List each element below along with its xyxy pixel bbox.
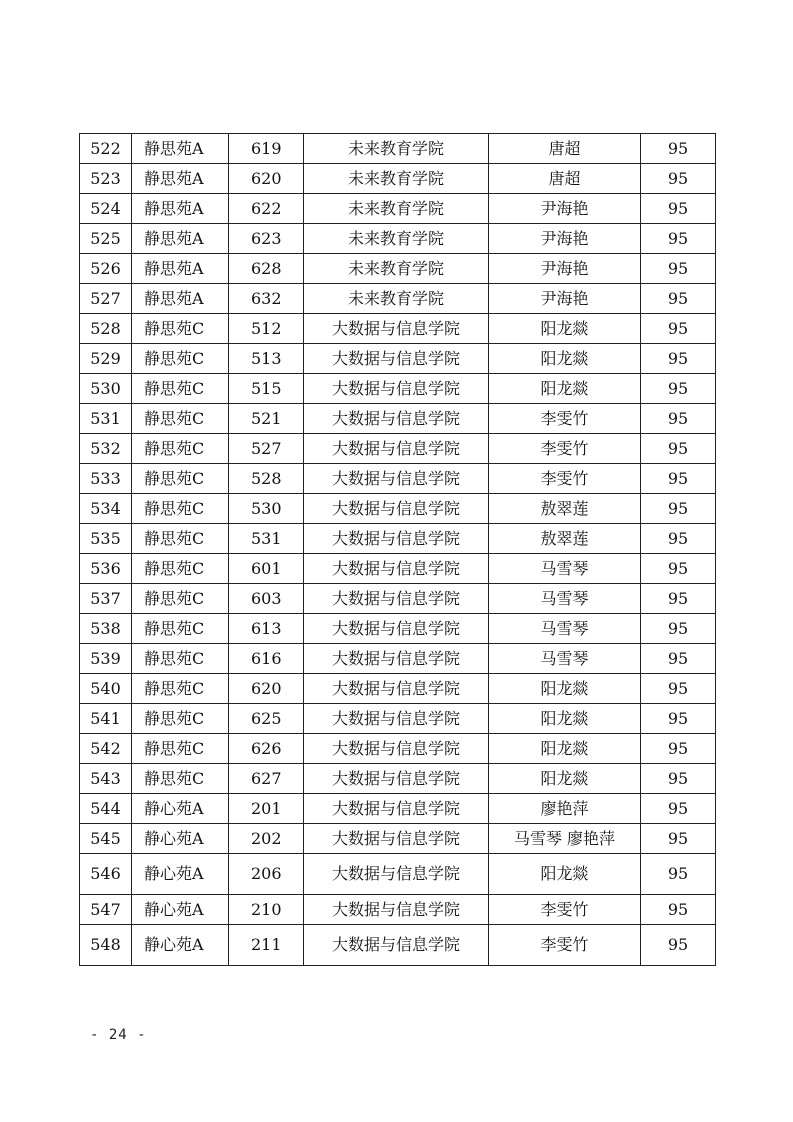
- row-number-cell: 530: [80, 374, 132, 404]
- college-cell: 大数据与信息学院: [304, 644, 489, 674]
- score-cell: 95: [641, 464, 716, 494]
- college-cell: 未来教育学院: [304, 194, 489, 224]
- score-cell: 95: [641, 644, 716, 674]
- table-row: [80, 284, 716, 314]
- room-number-cell: 619: [229, 134, 304, 164]
- row-number-cell: 548: [80, 925, 132, 966]
- teacher-cell: 马雪琴: [489, 614, 641, 644]
- building-cell: 静思苑A: [132, 194, 229, 224]
- table-row: [80, 764, 716, 794]
- building-cell: 静思苑C: [132, 314, 229, 344]
- building-cell: 静思苑C: [132, 674, 229, 704]
- building-cell: 静思苑C: [132, 734, 229, 764]
- score-cell: 95: [641, 224, 716, 254]
- row-number-cell: 538: [80, 614, 132, 644]
- page-number: - 24 -: [90, 1027, 147, 1043]
- teacher-cell: 尹海艳: [489, 224, 641, 254]
- teacher-cell: 马雪琴: [489, 584, 641, 614]
- score-cell: 95: [641, 254, 716, 284]
- teacher-cell: 阳龙燚: [489, 734, 641, 764]
- teacher-cell: 阳龙燚: [489, 704, 641, 734]
- college-cell: 大数据与信息学院: [304, 674, 489, 704]
- table-row: [80, 194, 716, 224]
- teacher-cell: 李雯竹: [489, 895, 641, 925]
- building-cell: 静思苑C: [132, 524, 229, 554]
- room-number-cell: 211: [229, 925, 304, 966]
- building-cell: 静心苑A: [132, 925, 229, 966]
- room-number-cell: 620: [229, 164, 304, 194]
- table-row: [80, 494, 716, 524]
- teacher-cell: 敖翠莲: [489, 494, 641, 524]
- building-cell: 静思苑C: [132, 584, 229, 614]
- score-cell: 95: [641, 925, 716, 966]
- room-number-cell: 623: [229, 224, 304, 254]
- table-row: [80, 164, 716, 194]
- score-cell: 95: [641, 524, 716, 554]
- building-cell: 静思苑A: [132, 164, 229, 194]
- table-row: [80, 524, 716, 554]
- room-number-cell: 206: [229, 854, 304, 895]
- room-number-cell: 626: [229, 734, 304, 764]
- building-cell: 静思苑C: [132, 374, 229, 404]
- building-cell: 静思苑C: [132, 404, 229, 434]
- building-cell: 静思苑C: [132, 344, 229, 374]
- table-row: [80, 584, 716, 614]
- score-cell: 95: [641, 404, 716, 434]
- score-cell: 95: [641, 434, 716, 464]
- teacher-cell: 尹海艳: [489, 284, 641, 314]
- college-cell: 大数据与信息学院: [304, 614, 489, 644]
- college-cell: 大数据与信息学院: [304, 925, 489, 966]
- row-number-cell: 539: [80, 644, 132, 674]
- building-cell: 静思苑C: [132, 434, 229, 464]
- row-number-cell: 531: [80, 404, 132, 434]
- college-cell: 大数据与信息学院: [304, 554, 489, 584]
- row-number-cell: 528: [80, 314, 132, 344]
- college-cell: 大数据与信息学院: [304, 764, 489, 794]
- building-cell: 静思苑C: [132, 644, 229, 674]
- college-cell: 未来教育学院: [304, 224, 489, 254]
- table-row: [80, 224, 716, 254]
- row-number-cell: 522: [80, 134, 132, 164]
- score-cell: 95: [641, 494, 716, 524]
- row-number-cell: 533: [80, 464, 132, 494]
- building-cell: 静思苑A: [132, 254, 229, 284]
- teacher-cell: 李雯竹: [489, 464, 641, 494]
- teacher-cell: 唐超: [489, 164, 641, 194]
- room-number-cell: 527: [229, 434, 304, 464]
- row-number-cell: 525: [80, 224, 132, 254]
- building-cell: 静思苑C: [132, 614, 229, 644]
- building-cell: 静心苑A: [132, 854, 229, 895]
- row-number-cell: 545: [80, 824, 132, 854]
- room-number-cell: 515: [229, 374, 304, 404]
- college-cell: 大数据与信息学院: [304, 584, 489, 614]
- score-cell: 95: [641, 824, 716, 854]
- teacher-cell: 敖翠莲: [489, 524, 641, 554]
- row-number-cell: 527: [80, 284, 132, 314]
- teacher-cell: 马雪琴 廖艳萍: [489, 824, 641, 854]
- room-number-cell: 616: [229, 644, 304, 674]
- table-row: [80, 254, 716, 284]
- score-cell: 95: [641, 704, 716, 734]
- room-number-cell: 521: [229, 404, 304, 434]
- college-cell: 大数据与信息学院: [304, 344, 489, 374]
- table-row: [80, 404, 716, 434]
- teacher-cell: 阳龙燚: [489, 344, 641, 374]
- room-number-cell: 628: [229, 254, 304, 284]
- table-row: [80, 644, 716, 674]
- table-row: [80, 554, 716, 584]
- building-cell: 静思苑C: [132, 764, 229, 794]
- teacher-cell: 李雯竹: [489, 404, 641, 434]
- building-cell: 静心苑A: [132, 895, 229, 925]
- room-number-cell: 530: [229, 494, 304, 524]
- table-row: [80, 734, 716, 764]
- row-number-cell: 546: [80, 854, 132, 895]
- score-cell: 95: [641, 374, 716, 404]
- table-row: [80, 374, 716, 404]
- teacher-cell: 阳龙燚: [489, 854, 641, 895]
- row-number-cell: 524: [80, 194, 132, 224]
- college-cell: 大数据与信息学院: [304, 794, 489, 824]
- table-row: [80, 704, 716, 734]
- building-cell: 静心苑A: [132, 794, 229, 824]
- building-cell: 静思苑C: [132, 554, 229, 584]
- building-cell: 静思苑C: [132, 464, 229, 494]
- room-number-cell: 620: [229, 674, 304, 704]
- room-number-cell: 210: [229, 895, 304, 925]
- table-row: [80, 344, 716, 374]
- room-number-cell: 613: [229, 614, 304, 644]
- college-cell: 大数据与信息学院: [304, 404, 489, 434]
- college-cell: 大数据与信息学院: [304, 464, 489, 494]
- building-cell: 静思苑A: [132, 224, 229, 254]
- score-cell: 95: [641, 134, 716, 164]
- teacher-cell: 尹海艳: [489, 194, 641, 224]
- building-cell: 静思苑A: [132, 134, 229, 164]
- row-number-cell: 523: [80, 164, 132, 194]
- college-cell: 大数据与信息学院: [304, 854, 489, 895]
- room-number-cell: 531: [229, 524, 304, 554]
- room-number-cell: 528: [229, 464, 304, 494]
- dormitory-score-table: [79, 133, 716, 966]
- teacher-cell: 阳龙燚: [489, 314, 641, 344]
- college-cell: 大数据与信息学院: [304, 734, 489, 764]
- score-cell: 95: [641, 194, 716, 224]
- teacher-cell: 阳龙燚: [489, 764, 641, 794]
- score-cell: 95: [641, 614, 716, 644]
- teacher-cell: 马雪琴: [489, 644, 641, 674]
- college-cell: 未来教育学院: [304, 134, 489, 164]
- college-cell: 大数据与信息学院: [304, 704, 489, 734]
- teacher-cell: 马雪琴: [489, 554, 641, 584]
- row-number-cell: 537: [80, 584, 132, 614]
- room-number-cell: 627: [229, 764, 304, 794]
- table-row: [80, 464, 716, 494]
- teacher-cell: 阳龙燚: [489, 374, 641, 404]
- college-cell: 未来教育学院: [304, 284, 489, 314]
- row-number-cell: 535: [80, 524, 132, 554]
- building-cell: 静心苑A: [132, 824, 229, 854]
- row-number-cell: 543: [80, 764, 132, 794]
- teacher-cell: 李雯竹: [489, 925, 641, 966]
- building-cell: 静思苑A: [132, 284, 229, 314]
- row-number-cell: 536: [80, 554, 132, 584]
- room-number-cell: 512: [229, 314, 304, 344]
- college-cell: 大数据与信息学院: [304, 314, 489, 344]
- room-number-cell: 513: [229, 344, 304, 374]
- college-cell: 大数据与信息学院: [304, 494, 489, 524]
- score-cell: 95: [641, 764, 716, 794]
- row-number-cell: 534: [80, 494, 132, 524]
- row-number-cell: 540: [80, 674, 132, 704]
- table-row: [80, 895, 716, 925]
- score-cell: 95: [641, 734, 716, 764]
- room-number-cell: 202: [229, 824, 304, 854]
- score-cell: 95: [641, 854, 716, 895]
- college-cell: 未来教育学院: [304, 254, 489, 284]
- teacher-cell: 唐超: [489, 134, 641, 164]
- table-row: [80, 434, 716, 464]
- room-number-cell: 601: [229, 554, 304, 584]
- row-number-cell: 547: [80, 895, 132, 925]
- college-cell: 大数据与信息学院: [304, 434, 489, 464]
- building-cell: 静思苑C: [132, 704, 229, 734]
- score-cell: 95: [641, 164, 716, 194]
- college-cell: 大数据与信息学院: [304, 824, 489, 854]
- college-cell: 未来教育学院: [304, 164, 489, 194]
- row-number-cell: 541: [80, 704, 132, 734]
- table-row: [80, 824, 716, 854]
- college-cell: 大数据与信息学院: [304, 895, 489, 925]
- room-number-cell: 622: [229, 194, 304, 224]
- table-row: [80, 134, 716, 164]
- score-cell: 95: [641, 674, 716, 704]
- teacher-cell: 廖艳萍: [489, 794, 641, 824]
- building-cell: 静思苑C: [132, 494, 229, 524]
- row-number-cell: 532: [80, 434, 132, 464]
- college-cell: 大数据与信息学院: [304, 374, 489, 404]
- teacher-cell: 阳龙燚: [489, 674, 641, 704]
- table-row: [80, 614, 716, 644]
- score-cell: 95: [641, 284, 716, 314]
- teacher-cell: 李雯竹: [489, 434, 641, 464]
- college-cell: 大数据与信息学院: [304, 524, 489, 554]
- teacher-cell: 尹海艳: [489, 254, 641, 284]
- room-number-cell: 625: [229, 704, 304, 734]
- row-number-cell: 526: [80, 254, 132, 284]
- row-number-cell: 529: [80, 344, 132, 374]
- room-number-cell: 603: [229, 584, 304, 614]
- table-row: [80, 794, 716, 824]
- table-row: [80, 314, 716, 344]
- score-cell: 95: [641, 344, 716, 374]
- table-row: [80, 925, 716, 966]
- row-number-cell: 542: [80, 734, 132, 764]
- score-cell: 95: [641, 584, 716, 614]
- table-row: [80, 674, 716, 704]
- score-cell: 95: [641, 554, 716, 584]
- room-number-cell: 201: [229, 794, 304, 824]
- table-row: [80, 854, 716, 895]
- room-number-cell: 632: [229, 284, 304, 314]
- score-cell: 95: [641, 895, 716, 925]
- table-body: [80, 134, 716, 966]
- score-cell: 95: [641, 794, 716, 824]
- score-cell: 95: [641, 314, 716, 344]
- row-number-cell: 544: [80, 794, 132, 824]
